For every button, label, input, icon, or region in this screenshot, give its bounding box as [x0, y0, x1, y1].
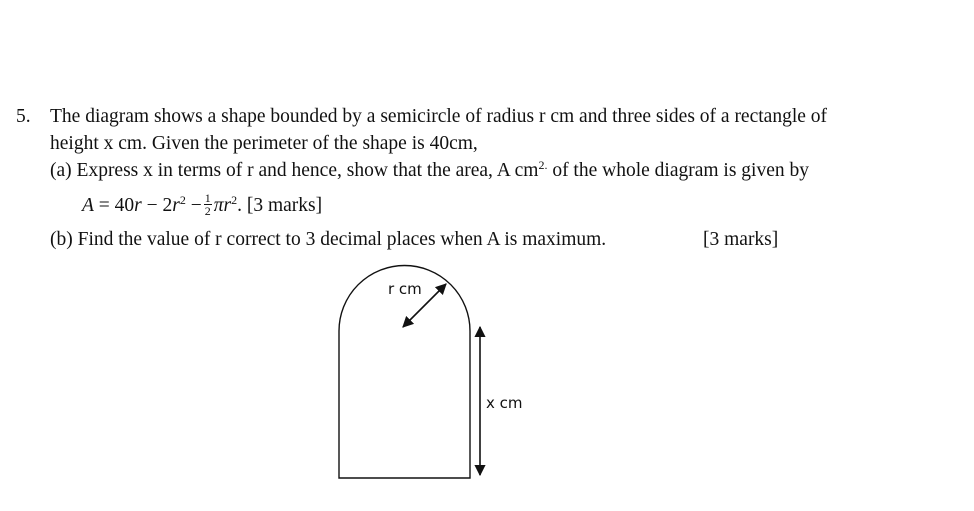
part-a-text	[50, 159, 809, 183]
formula-exp1: 2	[179, 193, 186, 207]
part-a-text-after: of the whole diagram is given by	[547, 160, 810, 181]
fraction-denominator: 2	[204, 204, 211, 219]
part-a-label: (a)	[50, 160, 72, 181]
formula-minus2: −	[185, 195, 202, 216]
formula-exp2: 2	[231, 193, 238, 207]
part-b-marks: [3 marks]	[703, 229, 779, 250]
formula-lhs: A	[82, 195, 94, 216]
formula-r1: r	[134, 195, 142, 216]
formula-end-marks: . [3 marks]	[237, 195, 323, 216]
question-intro-line-1: The diagram shows a shape bounded by a semicircle of radius r cm and three sides of a rectangle of	[50, 106, 828, 127]
formula-r2: r	[172, 195, 180, 216]
part-b-text	[50, 228, 606, 252]
shape-diagram	[300, 255, 540, 495]
area-formula	[82, 191, 323, 219]
radius-label: r cm	[388, 280, 422, 298]
part-b-question: Find the value of r correct to 3 decimal places when A is maximum.	[77, 229, 607, 250]
formula-eq: = 40	[93, 195, 135, 216]
formula-fraction	[204, 192, 212, 217]
fraction-numerator: 1	[204, 191, 211, 206]
area-unit-superscript: 2.	[538, 158, 548, 172]
formula-minus1: − 2	[141, 195, 173, 216]
height-label: x cm	[486, 394, 523, 412]
part-a-text-before: Express x in terms of r and hence, show that the area, A cm	[76, 160, 539, 181]
formula-pi-r: πr	[213, 195, 232, 216]
question-intro-line-2: height x cm. Given the perimeter of the shape is 40cm,	[50, 133, 478, 154]
part-b-label: (b)	[50, 229, 73, 250]
question-number: 5.	[16, 106, 31, 127]
